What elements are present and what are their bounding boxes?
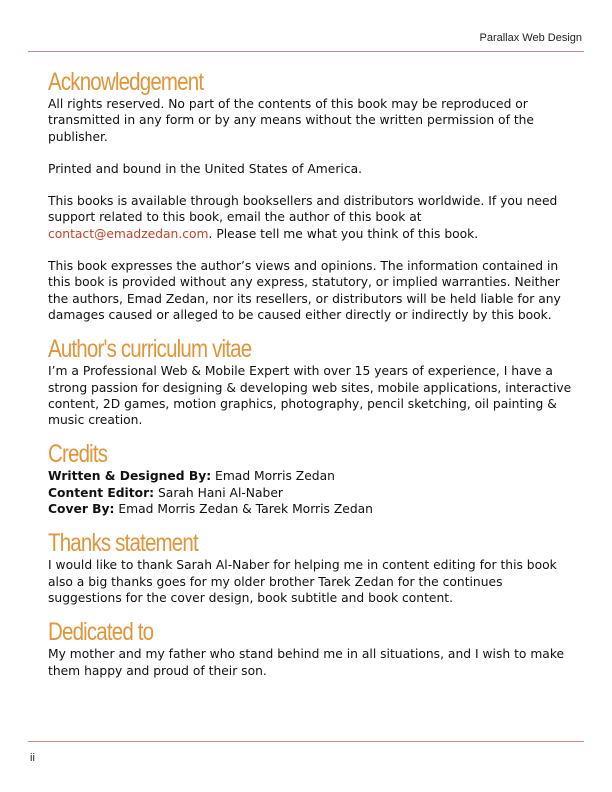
page-content (48, 68, 578, 679)
email-link[interactable]: contact@emadzedan.com (48, 226, 209, 241)
acknowledgement-paragraph-3 (48, 193, 578, 242)
header-divider (28, 51, 584, 52)
page-number: ii (30, 752, 35, 764)
dedication-heading: Dedicated to (48, 618, 154, 647)
credit-label: Cover By: (48, 502, 115, 517)
thanks-paragraph: I would like to thank Sarah Al-Naber for helping me in content editing for this book also a big thanks goes for my older brother Tarek Zedan for the continues suggestions for the cover design, book subtitle and book content. (48, 558, 557, 605)
credit-value: Emad Morris Zedan (211, 469, 335, 484)
acknowledgement-paragraph-4: This book expresses the author’s views and opinions. The information contained in this book is provided without any express, statutory, or implied warranties. Neither the authors, Emad Zedan, nor its resellers, or distributors will be held liable for any damages caused or alleged to be caused either directly or indirectly by this book. (48, 259, 561, 322)
credit-line (48, 501, 578, 517)
acknowledgement-heading: Acknowledgement (48, 68, 204, 96)
running-header-title: Parallax Web Design (479, 32, 582, 44)
thanks-heading: Thanks statement (48, 529, 198, 558)
cv-heading: Author's curriculum vitae (48, 335, 252, 364)
acknowledgement-paragraph-2: Printed and bound in the United States of America. (48, 161, 363, 176)
credit-line (48, 468, 578, 484)
footer-divider (28, 741, 584, 742)
support-text: This books is available through booksellers and distributors worldwide. If you need support related to this book, email the author of this book at (48, 194, 558, 225)
credit-label: Content Editor: (48, 485, 155, 500)
credit-line (48, 485, 578, 501)
cv-paragraph: I’m a Professional Web & Mobile Expert with over 15 years of experience, I have a strong passion for designing & developing web sites, mobile applications, interactive content, 2D games, motion graphics, photography, pencil sketching, oil painting & music creation. (48, 364, 572, 428)
credit-label: Written & Designed By: (48, 469, 212, 484)
acknowledgement-paragraph-1: All rights reserved. No part of the contents of this book may be reproduced or transmitted in any form or by any means without the written permission of the publisher. (48, 97, 534, 144)
credit-value: Sarah Hani Al-Naber (154, 485, 283, 500)
dedication-paragraph: My mother and my father who stand behind me in all situations, and I wish to make them happy and proud of their son. (48, 647, 565, 678)
credits-heading: Credits (48, 440, 108, 469)
credit-value: Emad Morris Zedan & Tarek Morris Zedan (114, 502, 373, 517)
support-text-end: . Please tell me what you think of this book. (208, 226, 479, 241)
